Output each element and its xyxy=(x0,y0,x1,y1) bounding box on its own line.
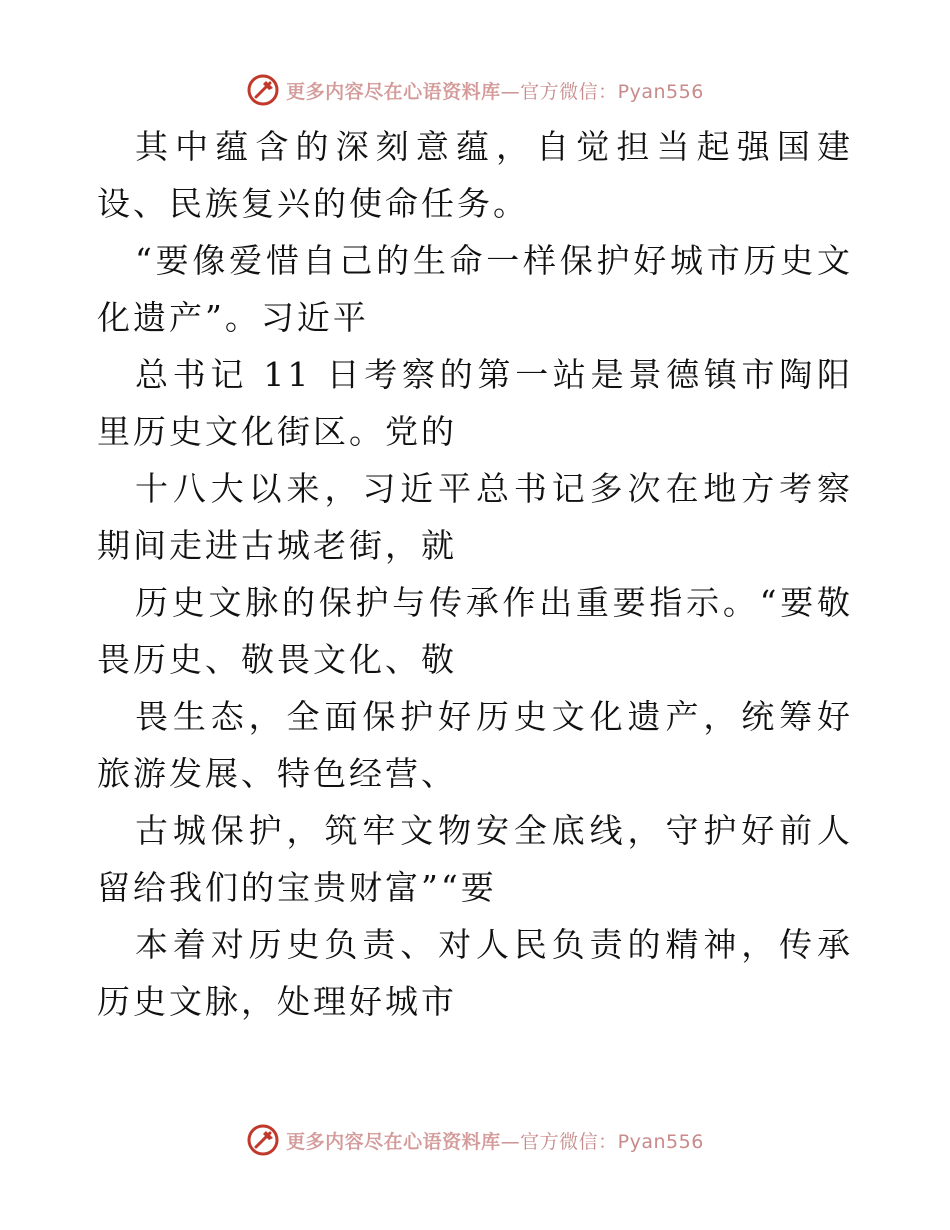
paragraph-3: 总书记 11 日考察的第一站是景德镇市陶阳里历史文化街区。党的 xyxy=(97,355,853,451)
footer-watermark xyxy=(0,1120,950,1160)
watermark-main: 更多内容尽在心语资料库 xyxy=(286,1130,501,1153)
watermark-tail: —官方微信：Pyan556 xyxy=(500,1130,704,1153)
logo-icon xyxy=(246,73,280,107)
watermark-tail: —官方微信：Pyan556 xyxy=(500,80,704,103)
paragraph-8: 本着对历史负责、对人民负责的精神，传承历史文脉，处理好城市 xyxy=(97,925,853,1021)
watermark-text xyxy=(286,77,704,104)
paragraph-1: 其中蕴含的深刻意蕴，自觉担当起强国建设、民族复兴的使命任务。 xyxy=(97,127,853,223)
watermark-main: 更多内容尽在心语资料库 xyxy=(286,80,501,103)
logo-icon xyxy=(246,1123,280,1157)
header-watermark xyxy=(0,70,950,110)
paragraph-2: “要像爱惜自己的生命一样保护好城市历史文化遗产”。习近平 xyxy=(97,241,853,337)
paragraph-7: 古城保护，筑牢文物安全底线，守护好前人留给我们的宝贵财富”“要 xyxy=(97,811,853,907)
document-body xyxy=(97,118,853,1030)
paragraph-6: 畏生态，全面保护好历史文化遗产，统筹好旅游发展、特色经营、 xyxy=(97,697,853,793)
watermark-text xyxy=(286,1127,704,1154)
paragraph-4: 十八大以来，习近平总书记多次在地方考察期间走进古城老街，就 xyxy=(97,469,853,565)
paragraph-5: 历史文脉的保护与传承作出重要指示。“要敬畏历史、敬畏文化、敬 xyxy=(97,583,853,679)
